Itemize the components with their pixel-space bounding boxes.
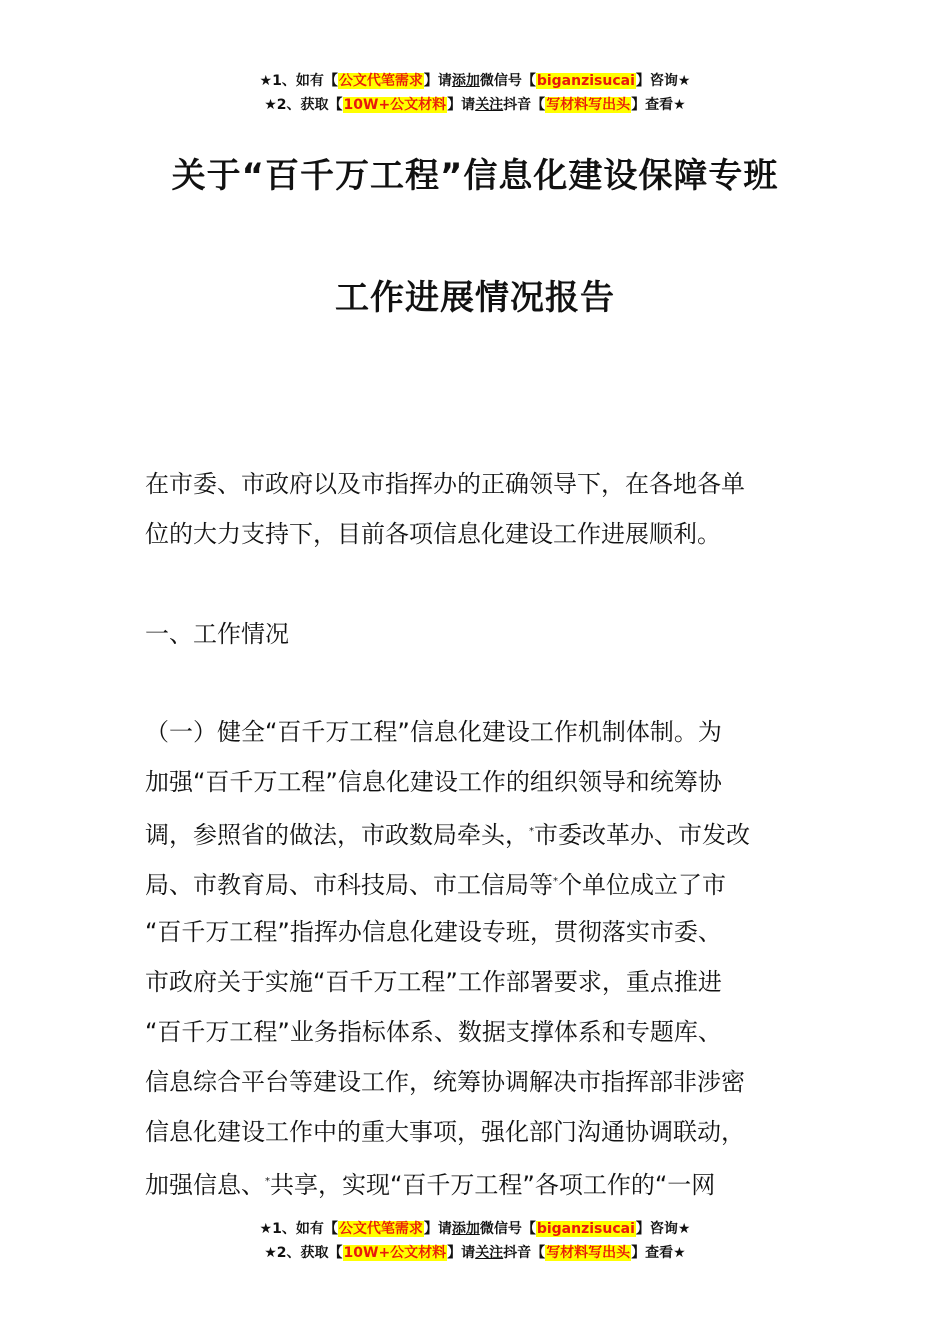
banner-text: ★2、获取【 — [264, 1245, 343, 1261]
banner-highlight: 10W+公文材料 — [343, 1245, 447, 1261]
banner-text: ★1、如有【 — [259, 73, 338, 89]
banner-text: ★2、获取【 — [264, 97, 343, 113]
banner-text: 微信号【 — [479, 73, 536, 89]
banner-line-1 — [0, 69, 950, 93]
paragraph-line — [145, 1157, 810, 1207]
footer-banner — [0, 1217, 950, 1265]
text-run: 个单位成立了市 — [558, 871, 726, 899]
paragraph-line: “百千万工程”业务指标体系、数据支撑体系和专题库、 — [145, 1018, 722, 1046]
paragraph-line: 信息化建设工作中的重大事项，强化部门沟通协调联动， — [145, 1118, 745, 1146]
body-paragraph — [145, 707, 810, 1207]
banner-highlight: 写材料写出头 — [546, 1245, 631, 1261]
document-title-line-1: 关于“百千万工程”信息化建设保障专班 — [171, 156, 779, 196]
paragraph-line: （一）健全“百千万工程”信息化建设工作机制体制。为 — [145, 718, 722, 746]
banner-text: 】请 — [423, 1221, 452, 1237]
banner-underline: 添加 — [451, 1221, 480, 1237]
paragraph-line: 位的大力支持下，目前各项信息化建设工作进展顺利。 — [145, 520, 721, 548]
text-run: 局、市教育局、市科技局、市工信局等 — [145, 871, 553, 899]
banner-text: 】查看★ — [631, 1245, 686, 1261]
banner-text: 抖音【 — [503, 97, 546, 113]
banner-highlight: biganzisucai — [536, 73, 635, 89]
banner-underline: 关注 — [475, 97, 504, 113]
redaction-mark: * — [553, 876, 558, 887]
paragraph-line: 信息综合平台等建设工作，统筹协调解决市指挥部非涉密 — [145, 1068, 745, 1096]
document-title-line-2: 工作进展情况报告 — [335, 278, 615, 318]
banner-highlight: 写材料写出头 — [546, 97, 631, 113]
banner-line-1 — [0, 1217, 950, 1241]
banner-text: 】咨询★ — [635, 73, 691, 89]
paragraph-line — [145, 807, 810, 857]
banner-text: 】请 — [447, 97, 476, 113]
banner-highlight: biganzisucai — [536, 1221, 635, 1237]
banner-highlight: 公文代笔需求 — [338, 1221, 423, 1237]
section-heading-text: 一、工作情况 — [145, 620, 289, 648]
banner-text: 】请 — [423, 73, 452, 89]
banner-line-2 — [0, 1241, 950, 1265]
redaction-mark: * — [265, 1176, 270, 1187]
redaction-mark: * — [529, 826, 534, 837]
banner-line-2 — [0, 93, 950, 117]
banner-underline: 关注 — [475, 1245, 504, 1261]
section-heading — [145, 609, 810, 659]
paragraph-line: 市政府关于实施“百千万工程”工作部署要求，重点推进 — [145, 968, 722, 996]
banner-text: 】咨询★ — [635, 1221, 691, 1237]
banner-text: ★1、如有【 — [259, 1221, 338, 1237]
banner-text: 】查看★ — [631, 97, 686, 113]
paragraph-line: “百千万工程”指挥办信息化建设专班，贯彻落实市委、 — [145, 918, 722, 946]
header-banner — [0, 69, 950, 117]
banner-text: 】请 — [447, 1245, 476, 1261]
banner-highlight: 10W+公文材料 — [343, 97, 447, 113]
banner-text: 微信号【 — [479, 1221, 536, 1237]
paragraph-line: 在市委、市政府以及市指挥办的正确领导下，在各地各单 — [145, 470, 745, 498]
text-run: 调，参照省的做法，市政数局牵头， — [145, 821, 529, 849]
text-run: 共享，实现“百千万工程”各项工作的“一网 — [270, 1171, 716, 1199]
banner-highlight: 公文代笔需求 — [338, 73, 423, 89]
paragraph-line — [145, 857, 810, 907]
banner-underline: 添加 — [451, 73, 480, 89]
text-run: 市委改革办、市发改 — [534, 821, 750, 849]
paragraph-line: 加强“百千万工程”信息化建设工作的组织领导和统筹协 — [145, 768, 722, 796]
banner-text: 抖音【 — [503, 1245, 546, 1261]
text-run: 加强信息、 — [145, 1171, 265, 1199]
intro-paragraph — [145, 459, 810, 559]
